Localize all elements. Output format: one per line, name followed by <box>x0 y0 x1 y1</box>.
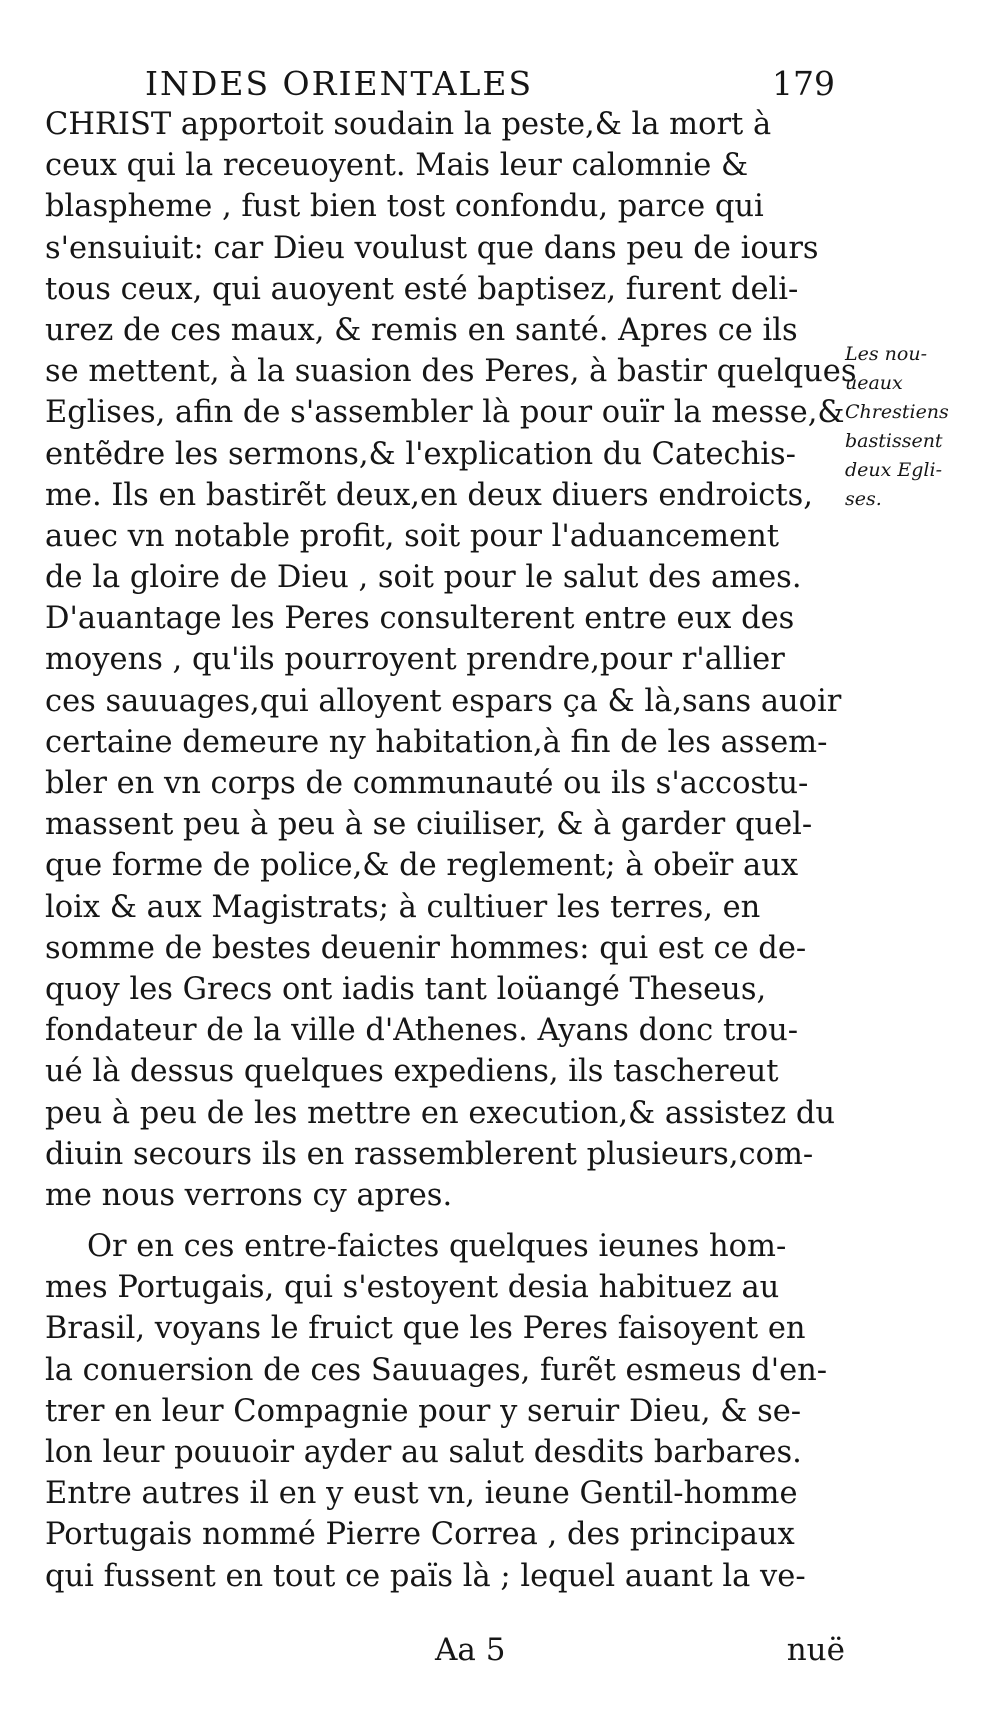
text-line: fondateur de la ville d'Athenes. Ayans donc trou- <box>45 1013 799 1049</box>
text-line: quoy les Grecs ont iadis tant loüangé Theseus, <box>45 971 767 1007</box>
text-line: me. Ils en bastirẽt deux,en deux diuers endroicts, <box>45 477 813 513</box>
text-line: ces sauuages,qui alloyent espars ça & là,sans auoir <box>45 683 842 719</box>
marginal-note-line: bastissent <box>845 430 943 452</box>
marginal-note <box>845 340 965 514</box>
text-line: la conuersion de ces Sauuages, furẽt esmeus d'en- <box>45 1352 828 1388</box>
marginal-note-line: ses. <box>845 488 882 510</box>
text-line: Portugais nommé Pierre Correa , des principaux <box>45 1517 795 1553</box>
text-line: trer en leur Compagnie pour y seruir Dieu, & se- <box>45 1393 802 1429</box>
text-line: que forme de police,& de reglement; à obeïr aux <box>45 848 799 884</box>
text-line: lon leur pouuoir ayder au salut desdits barbares. <box>45 1435 802 1470</box>
page-footer <box>45 1632 845 1680</box>
text-line: mes Portugais, qui s'estoyent desia habituez au <box>45 1270 780 1306</box>
text-line: tous ceux, qui auoyent esté baptisez, furent deli- <box>45 271 799 307</box>
text-line: D'auantage les Peres consulterent entre eux des <box>45 601 795 637</box>
text-line: auec vn notable profit, soit pour l'aduancement <box>45 518 779 554</box>
marginal-note-line: Les nou- <box>845 343 927 365</box>
marginal-note-line: Chrestiens <box>845 401 949 423</box>
text-line: CHRIST apportoit soudain la peste,& la mort à <box>45 107 772 142</box>
text-line: s'ensuiuit: car Dieu voulust que dans peu de iours <box>45 230 819 266</box>
page-number: 179 <box>772 64 835 103</box>
signature-mark: Aa 5 <box>435 1632 506 1668</box>
text-line: me nous verrons cy apres. <box>45 1177 453 1213</box>
text-line: entẽdre les sermons,& l'explication du Catechis- <box>45 436 796 472</box>
text-line: loix & aux Magistrats; à cultiuer les terres, en <box>45 889 761 925</box>
text-line: de la gloire de Dieu , soit pour le salut des ames. <box>45 560 802 596</box>
running-title: INDES ORIENTALES <box>145 64 534 103</box>
text-line: ceux qui la receuoyent. Mais leur calomnie & <box>45 148 749 184</box>
text-line: peu à peu de les mettre en execution,& assistez du <box>45 1095 836 1131</box>
marginal-note-line: ueaux <box>845 372 903 394</box>
marginal-note-line: deux Egli- <box>845 459 943 481</box>
text-line: bler en vn corps de communauté ou ils s'accostu- <box>45 766 809 801</box>
text-line: massent peu à peu à se ciuiliser, & à garder quel- <box>45 807 813 843</box>
text-line: moyens , qu'ils pourroyent prendre,pour r'allier <box>45 642 785 678</box>
text-line: qui fussent en tout ce païs là ; lequel auant la ve- <box>45 1558 806 1594</box>
text-line: certaine demeure ny habitation,à fin de les assem- <box>45 724 828 760</box>
paragraph-start-line: Or en ces entre-faictes quelques ieunes hom- <box>87 1229 787 1265</box>
text-line: Brasil, voyans le fruict que les Peres faisoyent en <box>45 1311 806 1347</box>
text-line: diuin secours ils en rassemblerent plusieurs,com- <box>45 1136 814 1172</box>
text-line: ué là dessus quelques expediens, ils taschereut <box>45 1054 779 1090</box>
catchword: nuë <box>786 1632 845 1668</box>
text-line: somme de bestes deuenir hommes: qui est ce de- <box>45 930 807 966</box>
text-line: Entre autres il en y eust vn, ieune Gentil-homme <box>45 1476 798 1512</box>
text-line: Eglises, afin de s'assembler là pour ouïr la messe,& <box>45 395 845 431</box>
text-line: urez de ces maux, & remis en santé. Apres ce ils <box>45 312 798 348</box>
body-text <box>45 104 857 1597</box>
text-line: blaspheme , fust bien tost confondu, parce qui <box>45 189 764 225</box>
text-line: se mettent, à la suasion des Peres, à bastir quelques <box>45 354 857 390</box>
